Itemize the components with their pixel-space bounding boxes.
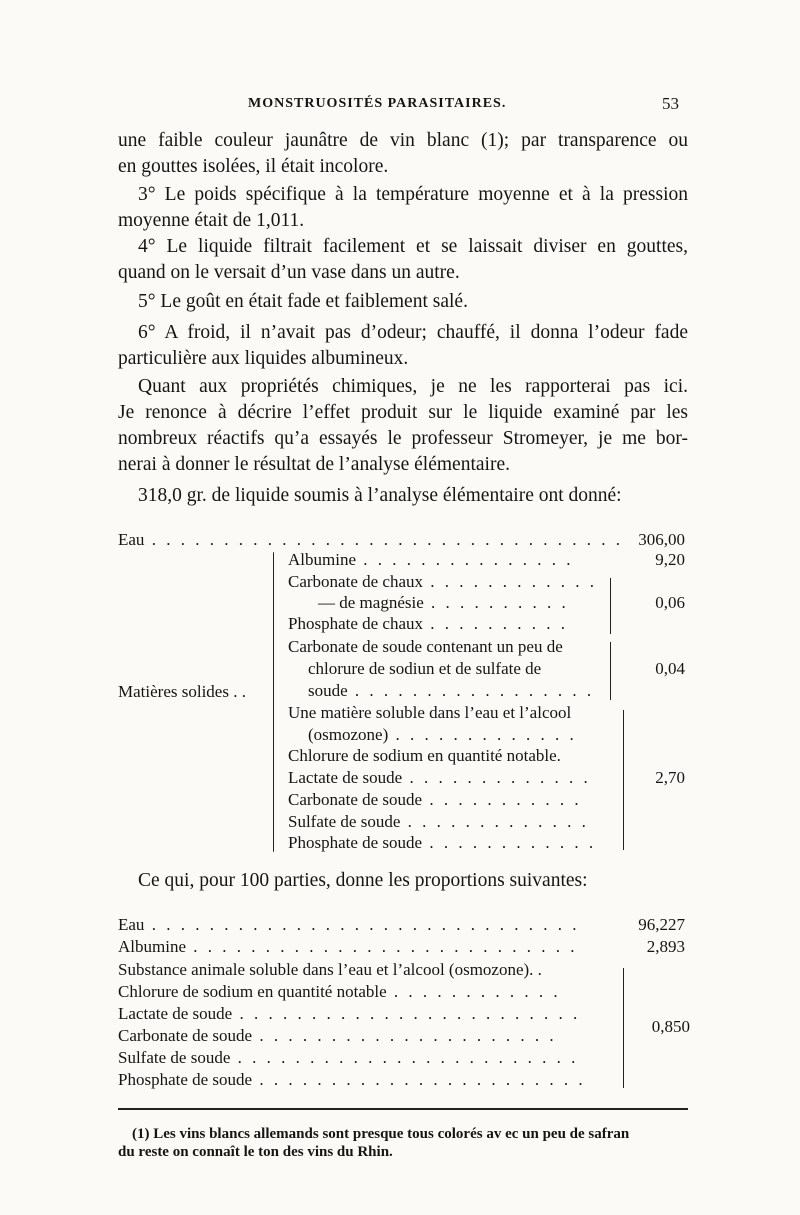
table2-row	[118, 1048, 578, 1068]
table1-value-carbonate: 0,04	[655, 659, 685, 678]
table2-row	[118, 1070, 586, 1090]
paragraph	[118, 374, 688, 478]
footnote-line: (1) Les vins blancs allemands sont presque tous colorés av ec un peu de safran	[132, 1126, 630, 1142]
row-label: Albumine	[288, 550, 356, 569]
text-line: Quant aux propriétés chimiques, je ne les rapporterai pas ici.	[138, 376, 688, 397]
text-line: en gouttes isolées, il était incolore.	[118, 156, 389, 177]
table2-value: 2,893	[646, 937, 685, 956]
table2-value: 96,227	[638, 915, 685, 934]
right-brace	[610, 642, 611, 700]
text-line: 318,0 gr. de liquide soumis à l’analyse élémentaire ont donné:	[138, 485, 622, 506]
leader-dots: . . . . . . . . . . . . . . . . . . . . . . . . . . . . . .	[144, 915, 580, 934]
leader-dots: . . . . . . . . . . . .	[423, 572, 597, 591]
table1-row	[288, 812, 589, 832]
row-label: soude	[308, 681, 348, 700]
text-line: une faible couleur jaunâtre de vin blanc (1); par transparence ou	[118, 130, 688, 151]
text-line: moyenne était de 1,011.	[118, 210, 305, 231]
table1-row	[288, 768, 591, 788]
table1-row	[288, 637, 563, 657]
table1-row	[308, 659, 541, 679]
row-label: Carbonate de soude contenant un peu de	[288, 637, 563, 656]
leader-dots: . . . . . . . . . . . . . . . . . . . . . . . . . . . . . . . . .	[144, 530, 623, 549]
row-label: Phosphate de soude	[118, 1070, 253, 1089]
table1-group-label	[118, 682, 246, 702]
leader-dots: . . . . . . . . . . . . . . . . .	[347, 681, 595, 700]
row-label: Eau	[118, 530, 145, 549]
table2-group-value: 0,850	[651, 1017, 690, 1036]
row-label: Carbonate de soude	[288, 790, 423, 809]
row-label: Sulfate de soude	[288, 812, 401, 831]
table1-row	[288, 572, 597, 592]
leader-dots: . . . . . . . . . . . . . . . . . . . . . . . .	[230, 1048, 579, 1067]
table1-value-sels: 2,70	[655, 768, 685, 787]
row-label: Une matière soluble dans l’eau et l’alcool	[288, 703, 572, 722]
text-line: 4° Le liquide filtrait facilement et se laissait diviser en gouttes,	[138, 236, 688, 257]
footnote-line: du reste on connaît le ton des vins du Rhin.	[118, 1144, 393, 1160]
paragraph	[118, 320, 688, 372]
table2-row	[118, 937, 578, 957]
table2-row	[118, 915, 579, 935]
leader-dots: . . . . . . . . . . . .	[386, 982, 561, 1001]
page-number: 53	[662, 94, 679, 113]
row-label: Chlorure de sodium en quantité notable	[118, 982, 387, 1001]
paragraph	[118, 483, 688, 509]
text-line: 5° Le goût en était fade et faiblement salé.	[138, 291, 468, 312]
table1-row	[288, 614, 568, 634]
table1-row	[288, 703, 571, 723]
table2-row	[118, 1026, 557, 1046]
table1-eau-value: 306,00	[638, 530, 685, 549]
table2-row	[118, 1004, 580, 1024]
table1-value-albumine: 9,20	[655, 550, 685, 569]
text-line: 6° A froid, il n’avait pas d’odeur; chauffé, il donna l’odeur fade	[138, 322, 688, 343]
leader-dots: . . . . . . . . . .	[423, 614, 569, 633]
left-brace	[273, 552, 274, 852]
row-label: Lactate de soude	[288, 768, 403, 787]
row-label: Carbonate de chaux	[288, 572, 423, 591]
paragraph	[118, 182, 688, 234]
text-line: nerai à donner le résultat de l’analyse élémentaire.	[118, 454, 510, 475]
row-label: Chlorure de sodium en quantité notable.	[288, 746, 561, 765]
row-label: Lactate de soude	[118, 1004, 233, 1023]
row-label: Albumine	[118, 937, 186, 956]
leader-dots: . . . . . . . . . . . . . . . . . . . . . . .	[252, 1070, 586, 1089]
text-line: Je renonce à décrire l’effet produit sur le liquide examiné par les	[118, 402, 688, 423]
paragraph	[118, 128, 688, 180]
table2-row	[118, 982, 561, 1002]
leader-dots: . . . . . . . . . .	[423, 593, 569, 612]
running-header: MONSTRUOSITÉS PARASITAIRES.	[248, 96, 507, 111]
table1-row	[308, 681, 594, 701]
table1-row	[288, 833, 596, 853]
paragraph	[118, 289, 688, 315]
group-label: Matières solides	[118, 682, 229, 701]
paragraph	[118, 234, 688, 286]
leader-dots: . . . . . . . . . . .	[422, 790, 582, 809]
row-label: Phosphate de chaux	[288, 614, 424, 633]
row-label: Sulfate de soude	[118, 1048, 231, 1067]
right-brace	[610, 578, 611, 634]
table1-row	[318, 593, 569, 613]
table2-row	[118, 960, 542, 980]
row-label: Eau	[118, 915, 145, 934]
text-line: nombreux réactifs qu’a essayés le professeur Stromeyer, je me bor-	[118, 428, 688, 449]
leader-dots: . . . . . . . . . . . . . . . . . . . . .	[252, 1026, 557, 1045]
leader-dots: . . . . . . . . . . . . .	[388, 725, 577, 744]
text-line: quand on le versait d’un vase dans un autre.	[118, 262, 460, 283]
table1-row	[308, 725, 577, 745]
footnote-rule	[118, 1108, 688, 1110]
row-label: Substance animale soluble dans l’eau et l’alcool (osmozone)	[118, 960, 530, 979]
text-line: 3° Le poids spécifique à la température moyenne et à la pression	[138, 184, 688, 205]
leader-dots: . . . . . . . . . . . . . . . . . . . . . . . . . . .	[186, 937, 578, 956]
leader-dots: . .	[529, 960, 542, 979]
leader-dots: . .	[228, 682, 246, 701]
table1-row	[288, 746, 561, 766]
row-label: (osmozone)	[308, 725, 389, 744]
leader-dots: . . . . . . . . . . . . .	[402, 768, 591, 787]
leader-dots: . . . . . . . . . . . . . . .	[356, 550, 574, 569]
row-label: Carbonate de soude	[118, 1026, 253, 1045]
table1-value-chaux: 0,06	[655, 593, 685, 612]
leader-dots: . . . . . . . . . . . . . . . . . . . . . . . .	[232, 1004, 581, 1023]
leader-dots: . . . . . . . . . . . .	[422, 833, 597, 852]
right-brace	[623, 968, 624, 1088]
row-label: chlorure de sodiun et de sulfate de	[308, 659, 542, 678]
text-line: particulière aux liquides albumineux.	[118, 348, 409, 369]
table1-eau-row	[118, 530, 623, 550]
row-label: — de magnésie	[318, 593, 424, 612]
table1-row	[288, 790, 582, 810]
table1-row	[288, 550, 574, 570]
section-intro: Ce qui, pour 100 parties, donne les proportions suivantes:	[138, 870, 588, 891]
row-label: Phosphate de soude	[288, 833, 423, 852]
leader-dots: . . . . . . . . . . . . .	[400, 812, 589, 831]
